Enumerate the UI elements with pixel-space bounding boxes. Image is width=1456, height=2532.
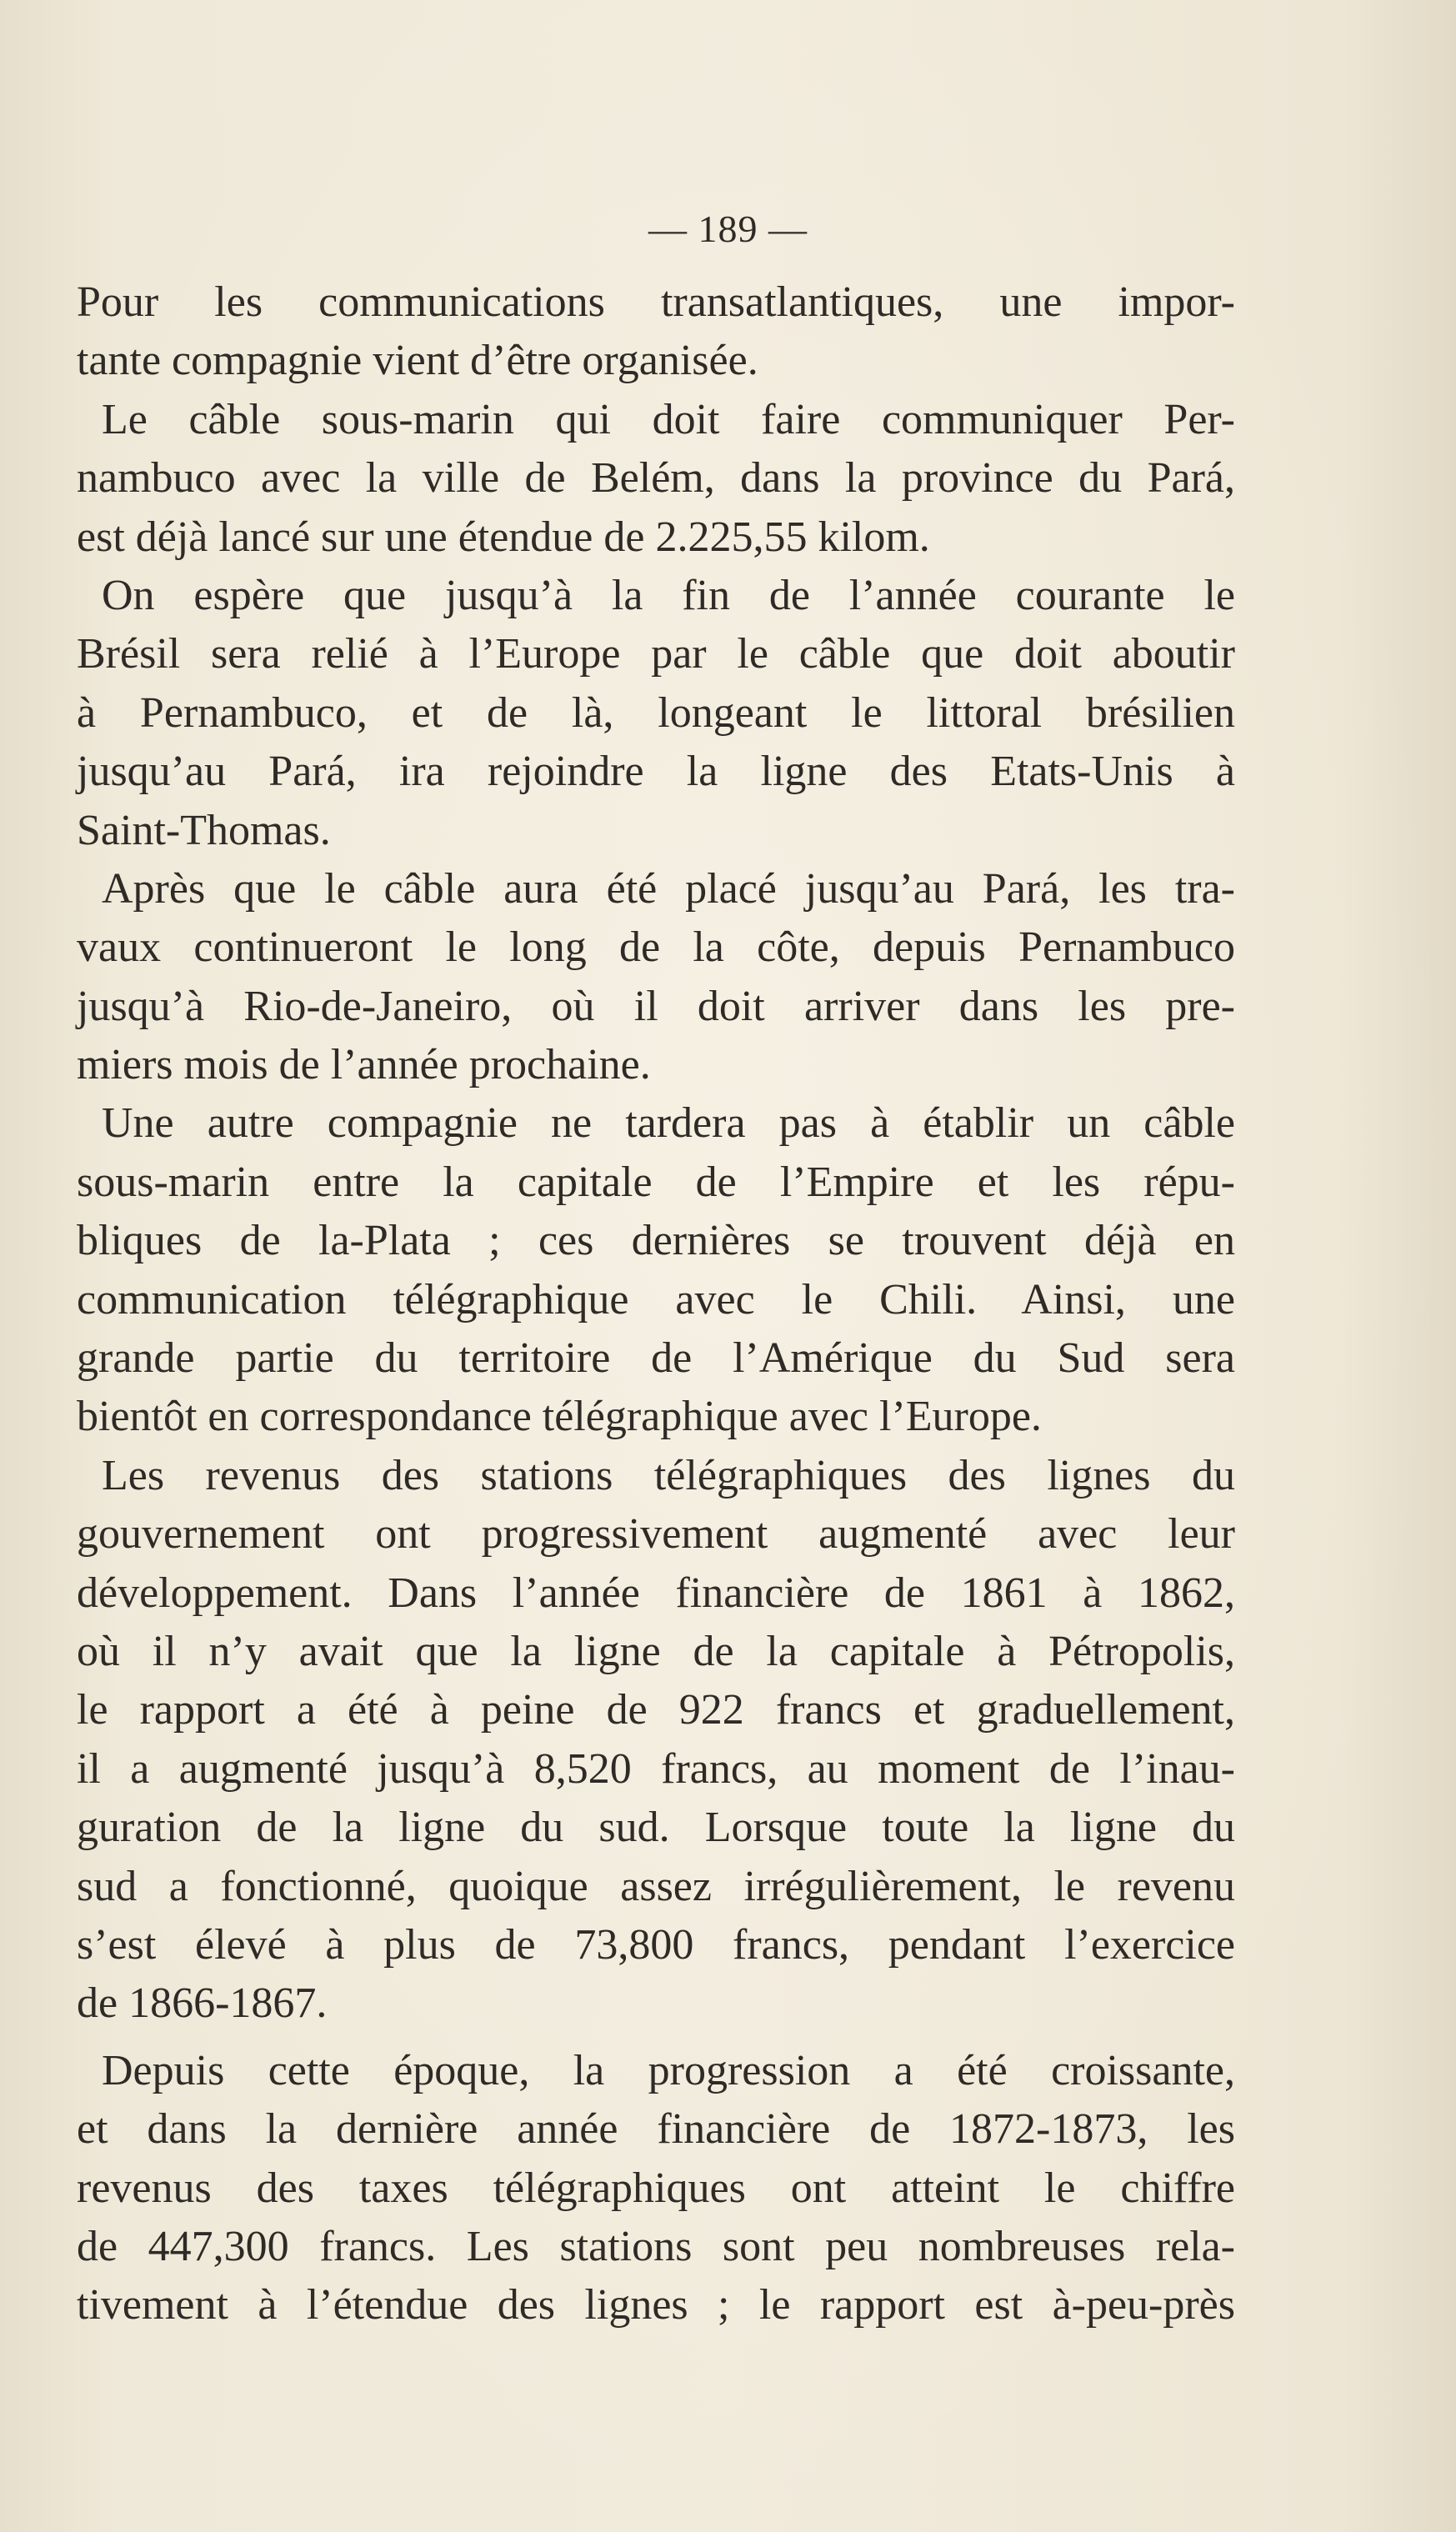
text-line: On espère que jusqu’à la fin de l’année courante le	[102, 571, 1235, 619]
text-line: bliques de la-Plata ; ces dernières se trouvent déjà en	[77, 1217, 1235, 1265]
paragraph	[77, 860, 1235, 1095]
text-line: communication télégraphique avec le Chili. Ainsi, une	[77, 1275, 1235, 1324]
text-line: Saint-Thomas.	[77, 806, 331, 854]
text-line: est déjà lancé sur une étendue de 2.225,55 kilom.	[77, 513, 930, 561]
text-line: de 447,300 francs. Les stations sont peu nombreuses rela-	[77, 2222, 1235, 2270]
text-line: et dans la dernière année financière de 1872-1873, les	[77, 2105, 1235, 2154]
text-line: développement. Dans l’année financière de 1861 à 1862,	[77, 1569, 1235, 1617]
text-line: sous-marin entre la capitale de l’Empire et les répu-	[77, 1158, 1235, 1206]
text-line: Après que le câble aura été placé jusqu’au Pará, les tra-	[102, 864, 1235, 913]
text-line: gouvernement ont progressivement augmenté avec leur	[77, 1510, 1235, 1559]
text-line: le rapport a été à peine de 922 francs et graduellement,	[77, 1686, 1235, 1734]
paragraph	[77, 273, 1235, 391]
text-line: tante compagnie vient d’être organisée.	[77, 337, 758, 385]
text-line: Depuis cette époque, la progression a été croissante,	[102, 2046, 1235, 2094]
text-line: de 1866-1867.	[77, 1979, 328, 2028]
text-line: s’est élevé à plus de 73,800 francs, pendant l’exercice	[77, 1920, 1235, 1969]
text-line: grande partie du territoire de l’Amérique du Sud sera	[77, 1334, 1235, 1383]
text-line: Brésil sera relié à l’Europe par le câble que doit aboutir	[77, 630, 1235, 678]
text-line: jusqu’au Pará, ira rejoindre la ligne des Etats-Unis à	[77, 748, 1235, 796]
text-line: bientôt en correspondance télégraphique avec l’Europe.	[77, 1393, 1042, 1441]
text-line: jusqu’à Rio-de-Janeiro, où il doit arriver dans les pre-	[77, 982, 1235, 1030]
text-line: tivement à l’étendue des lignes ; le rapport est à-peu-près	[77, 2281, 1235, 2329]
text-line: miers mois de l’année prochaine.	[77, 1041, 651, 1089]
text-line: sud a fonctionné, quoique assez irrégulièrement, le revenu	[77, 1862, 1235, 1910]
paragraph	[77, 567, 1235, 860]
text-line: Une autre compagnie ne tardera pas à établir un câble	[102, 1099, 1235, 1148]
text-line: où il n’y avait que la ligne de la capitale à Pétropolis,	[77, 1627, 1235, 1675]
text-line: revenus des taxes télégraphiques ont atteint le chiffre	[77, 2164, 1235, 2212]
text-line: nambuco avec la ville de Belém, dans la province du Pará,	[77, 454, 1235, 503]
text-line: Les revenus des stations télégraphiques des lignes du	[102, 1451, 1235, 1499]
text-line: vaux continueront le long de la côte, depuis Pernambuco	[77, 923, 1235, 972]
text-line: à Pernambuco, et de là, longeant le littoral brésilien	[77, 688, 1235, 737]
text-line: guration de la ligne du sud. Lorsque toute la ligne du	[77, 1804, 1235, 1852]
paragraph	[77, 1447, 1235, 2034]
text-line: il a augmenté jusqu’à 8,520 francs, au moment de l’inau-	[77, 1744, 1235, 1793]
paragraph	[77, 2042, 1235, 2335]
page-number: — 189 —	[648, 208, 808, 250]
page-text	[77, 273, 1235, 2335]
paragraph	[77, 391, 1235, 567]
text-line: Le câble sous-marin qui doit faire communiquer Per-	[102, 395, 1235, 443]
text-line: Pour les communications transatlantiques, une impor-	[77, 278, 1235, 326]
paragraph	[77, 1094, 1235, 1446]
